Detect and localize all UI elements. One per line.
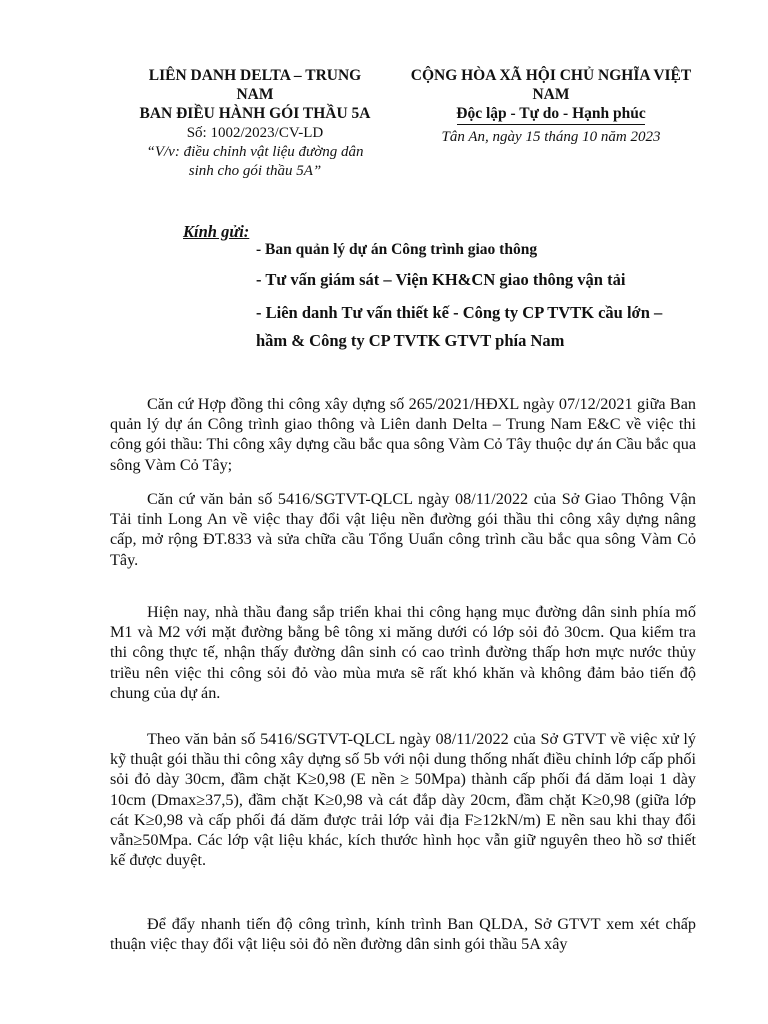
body-paragraph-3: Hiện nay, nhà thầu đang sắp triển khai thi công hạng mục đường dân sinh phía mố M1 và M2 với mặt đường bằng bê tông xi măng dưới có lớp sỏi đỏ 30cm. Qua kiểm tra thi công thực tế, nhận thấy đường dân sinh có cao trình đường thấp hơn mực nước thủy triều nên việc thi công sỏi đỏ vào mùa mưa sẽ rất khó khăn và không đảm bảo tiến độ chung của dự án. [110, 603, 696, 702]
nation-title-line1: CỘNG HÒA XÃ HỘI CHỦ NGHĨA VIỆT [410, 67, 692, 84]
body-paragraph-4: Theo văn bản số 5416/SGTVT-QLCL ngày 08/11/2022 của Sở GTVT về việc xử lý kỹ thuật gói thầu thi công xây dựng số 5b với nội dung thống nhất điều chỉnh lớp cấp phối sỏi đỏ dày 30cm, đầm chặt K≥0,98 (E nền ≥ 50Mpa) thành cấp phối đá dăm loại 1 dày 10cm (Dmax≥37,5), đầm chặt K≥0,98 và cát đắp dày 20cm, đầm chặt K≥0,98 (giữa lớp cát K≥0,98 và cấp phối đá dăm được trải lớp vải địa F≥12kN/m) E nền sau khi thay đổi vẫn≥50Mpa. Các lớp vật liệu khác, kích thước hình học vẫn giữ nguyên theo hồ sơ thiết kế được duyệt. [110, 730, 696, 870]
place-date: Tân An, ngày 15 tháng 10 năm 2023 [441, 129, 661, 145]
org-name-line1: LIÊN DANH DELTA – TRUNG [148, 67, 362, 84]
national-header [392, 66, 710, 147]
subject-line1: “V/v: điều chỉnh vật liệu đường dân [146, 144, 364, 160]
body-paragraph-5: Để đẩy nhanh tiến độ công trình, kính trình Ban QLDA, Sở GTVT xem xét chấp thuận việc thay đổi vật liệu sỏi đỏ nền đường dân sinh gói thầu 5A xây [110, 915, 696, 954]
recipient-item: - Ban quản lý dự án Công trình giao thông [256, 241, 538, 258]
motto-block [456, 104, 645, 125]
motto: Độc lập - Tự do - Hạnh phúc [456, 105, 646, 122]
sender-header [110, 66, 400, 181]
body-paragraph-1: Căn cứ Hợp đồng thi công xây dựng số 265/2021/HĐXL ngày 07/12/2021 giữa Ban quản lý dự án Công trình giao thông và Liên danh Delta – Trung Nam E&C về việc thi công gói thầu: Thi công xây dựng cầu bắc qua sông Vàm Cỏ Tây thuộc dự án Cầu bắc qua sông Vàm Cỏ Tây; [110, 395, 696, 474]
recipients-label: Kính gửi: [183, 222, 250, 241]
org-name-line3: BAN ĐIỀU HÀNH GÓI THẦU 5A [139, 105, 371, 122]
org-name-line2: NAM [236, 86, 274, 103]
recipient-item: - Tư vấn giám sát – Viện KH&CN giao thông vận tải [256, 270, 626, 289]
nation-title-line2: NAM [532, 86, 570, 103]
recipient-item: - Liên danh Tư vấn thiết kế - Công ty CP TVTK cầu lớn – hầm & Công ty CP TVTK GTVT phía Nam [256, 303, 663, 350]
subject-line2: sinh cho gói thầu 5A” [188, 163, 322, 179]
document-number: Số: 1002/2023/CV-LD [186, 125, 324, 141]
body-paragraph-2: Căn cứ văn bản số 5416/SGTVT-QLCL ngày 08/11/2022 của Sở Giao Thông Vận Tải tỉnh Long An về việc thay đổi vật liệu nền đường gói thầu thi công xây dựng nâng cấp, mở rộng ĐT.833 và sửa chữa cầu Tổng Uuẩn công trình cầu bắc qua sông Vàm Cỏ Tây. [110, 490, 696, 569]
motto-underline [457, 124, 645, 125]
